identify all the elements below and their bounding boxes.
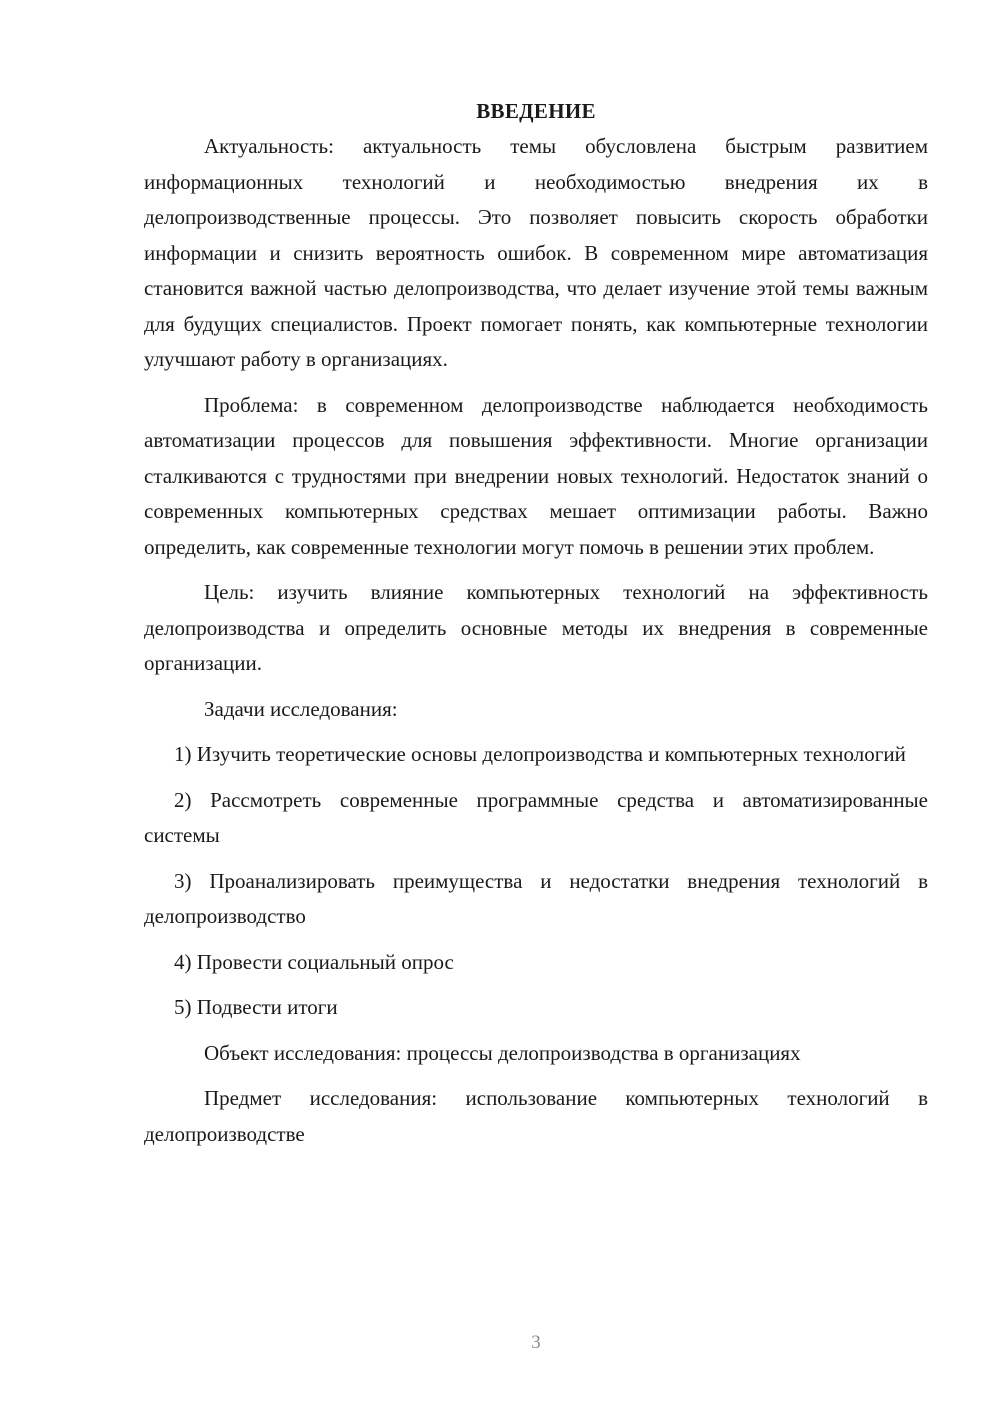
page-number: 3: [531, 1332, 541, 1353]
paragraph-object: Объект исследования: процессы делопроизводства в организациях: [204, 1040, 801, 1065]
task-item-4: 4) Провести социальный опрос: [174, 949, 454, 974]
paragraph-relevance: Актуальность: актуальность темы обусловлена быстрым развитием информационных технологий и необходимостью внедрения их в делопроизводственные процессы. Это позволяет повысить скорость обработки информации и снизить вероятность ошибок. В современном мире автоматизация становится важной частью делопроизводства, что делает изучение этой темы важным для будущих специалистов. Проект помогает понять, как компьютерные технологии улучшают работу в организациях.: [144, 134, 928, 371]
paragraph-goal: Цель: изучить влияние компьютерных технологий на эффективность делопроизводства и определить основные методы их внедрения в современные организации.: [144, 580, 928, 675]
task-item-3: 3) Проанализировать преимущества и недостатки внедрения технологий в делопроизводство: [144, 868, 928, 928]
task-item-5: 5) Подвести итоги: [174, 995, 338, 1019]
section-title: ВВЕДЕНИЕ: [476, 99, 596, 123]
paragraph-subject: Предмет исследования: использование компьютерных технологий в делопроизводстве: [144, 1086, 928, 1146]
paragraph-problem: Проблема: в современном делопроизводстве наблюдается необходимость автоматизации процессов для повышения эффективности. Многие организации сталкиваются с трудностями при внедрении новых технологий. Недостаток знаний о современных компьютерных средствах мешает оптимизации работы. Важно определить, как современные технологии могут помочь в решении этих проблем.: [144, 392, 928, 559]
task-item-2: 2) Рассмотреть современные программные средства и автоматизированные системы: [144, 787, 928, 847]
page-body: [144, 94, 928, 1162]
task-item-1: 1) Изучить теоретические основы делопроизводства и компьютерных технологий: [174, 742, 906, 766]
paragraph-tasks-heading: Задачи исследования:: [204, 696, 398, 721]
